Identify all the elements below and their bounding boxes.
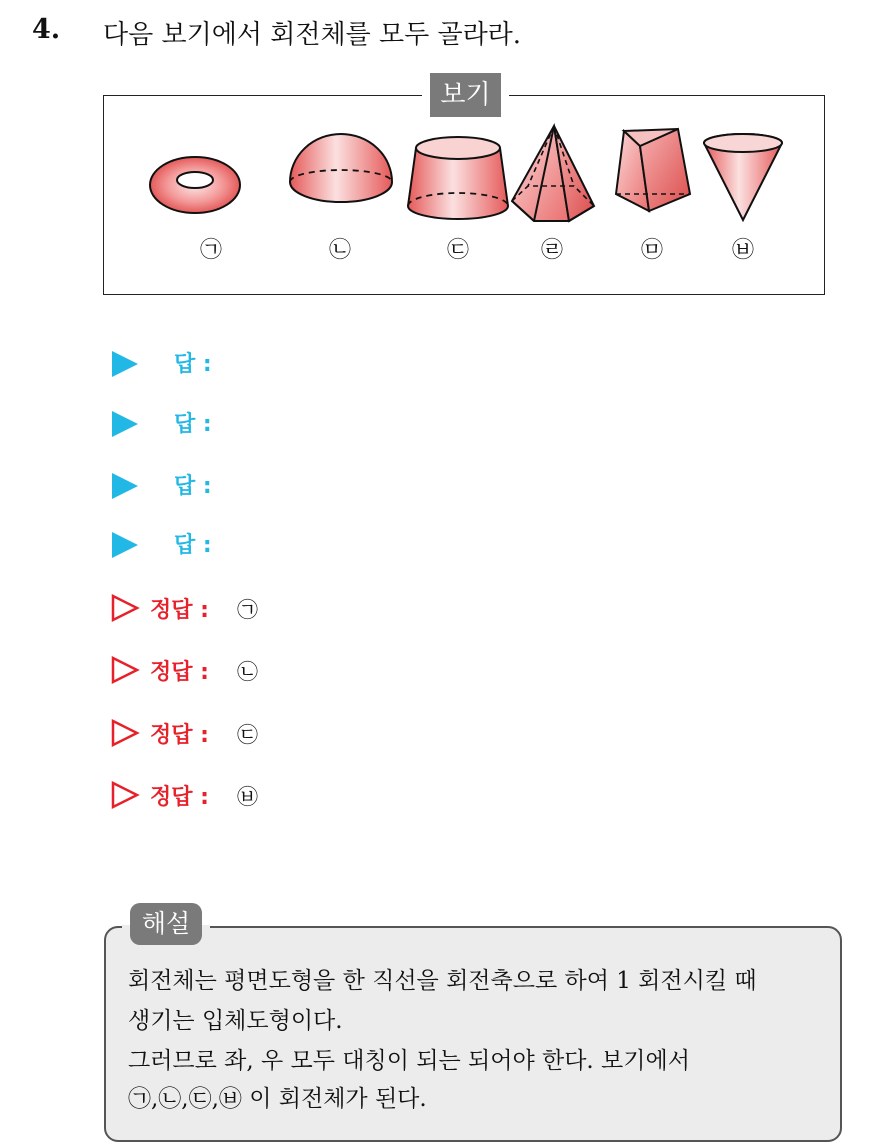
shape-label-5: ㉤ <box>640 238 663 263</box>
correct-answer-label: 정답 : <box>150 660 209 685</box>
hollow-triangle-icon <box>110 780 140 810</box>
hemisphere-icon <box>290 134 392 202</box>
correct-answer-value: ㉠ <box>237 598 258 622</box>
prism-icon <box>616 129 690 211</box>
play-icon <box>112 351 138 377</box>
hollow-triangle-icon <box>110 655 140 685</box>
answer-label: 답 : <box>174 474 212 499</box>
correct-answer-label: 정답 : <box>150 785 209 810</box>
answer-label: 답 : <box>174 352 212 377</box>
shape-label-2: ㉡ <box>328 238 351 263</box>
question-text: 다음 보기에서 회전체를 모두 골라라. <box>103 20 522 50</box>
bogi-tag: 보기 <box>430 73 501 117</box>
correct-answer-value: ㉢ <box>237 723 258 747</box>
shape-label-6: ㉥ <box>731 238 754 263</box>
explanation-line: ㉠,㉡,㉢,㉥ 이 회전체가 된다. <box>128 1086 427 1112</box>
play-icon <box>112 532 138 558</box>
shape-label-1: ㉠ <box>199 238 222 263</box>
explanation-line: 생기는 입체도형이다. <box>128 1008 343 1034</box>
explanation-tag: 해설 <box>130 903 202 945</box>
explanation-line: 회전체는 평면도형을 한 직선을 회전축으로 하여 1 회전시킬 때 <box>128 968 757 994</box>
explanation-line: 그러므로 좌, 우 모두 대칭이 되는 되어야 한다. 보기에서 <box>128 1048 690 1074</box>
pyramid-icon <box>512 126 594 221</box>
play-icon <box>112 473 138 499</box>
cone-icon <box>704 134 782 220</box>
bogi-box <box>103 80 825 295</box>
explanation-box <box>104 909 842 1142</box>
answer-label: 답 : <box>174 533 212 558</box>
answer-label: 답 : <box>174 412 212 437</box>
correct-answer-label: 정답 : <box>150 723 209 748</box>
shape-label-4: ㉣ <box>540 238 563 263</box>
question-number: 4. <box>32 14 61 45</box>
shape-label-3: ㉢ <box>446 238 469 263</box>
torus-icon <box>150 157 240 213</box>
play-icon <box>112 411 138 437</box>
shapes-figure <box>104 96 826 296</box>
correct-answer-label: 정답 : <box>150 598 209 623</box>
hollow-triangle-icon <box>110 593 140 623</box>
correct-answer-value: ㉥ <box>237 785 258 809</box>
frustum-icon <box>408 137 508 219</box>
correct-answer-value: ㉡ <box>237 660 258 684</box>
hollow-triangle-icon <box>110 718 140 748</box>
